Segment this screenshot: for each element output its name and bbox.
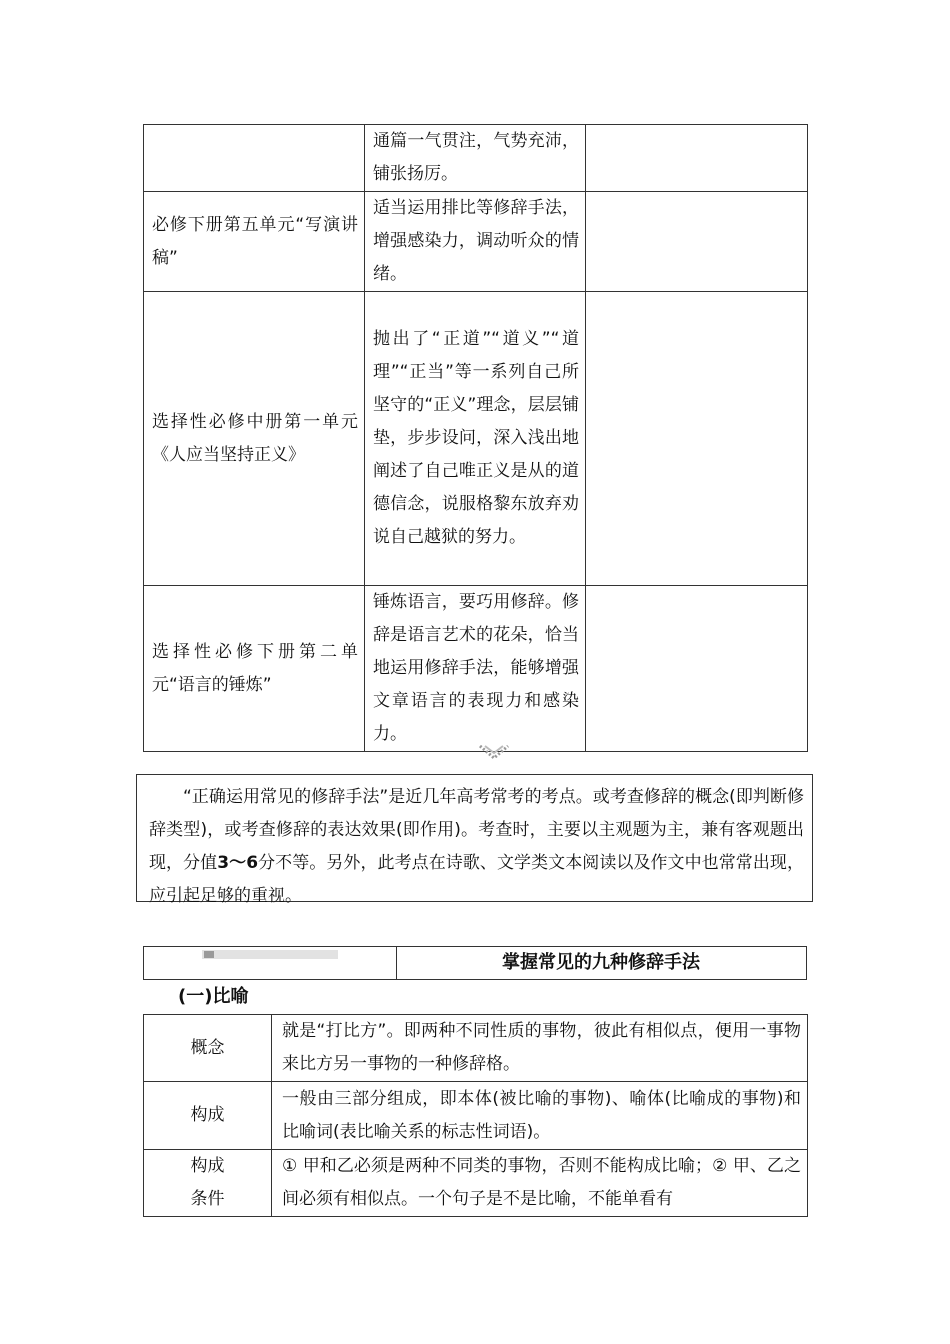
- table-row: [144, 1150, 808, 1217]
- tag-marker-icon: [204, 951, 214, 958]
- lesson-cell: 必修下册第五单元“写演讲稿”: [144, 192, 365, 292]
- row-value: ① 甲和乙必须是两种不同类的事物，否则不能构成比喻；② 甲、乙之间必须有相似点。一个句子是不是比喻，不能单看有: [272, 1150, 808, 1217]
- notice-text-2: 分不等。另外，此考点在诗歌、文学类文本阅读以及作文中也常常出现，应引起足够的重视。: [149, 853, 804, 906]
- section-tag: [202, 950, 338, 959]
- section-header-bar: [143, 946, 807, 980]
- section-label-area: [144, 947, 397, 979]
- metaphor-table: [143, 1014, 808, 1217]
- lesson-cell: 选择性必修下册第二单元“语言的锤炼”: [144, 586, 365, 752]
- lesson-cell: 选择性必修中册第一单元《人应当坚持正义》: [144, 292, 365, 586]
- table-row: [144, 1082, 808, 1150]
- section-title: 掌握常见的九种修辞手法: [502, 952, 700, 973]
- extra-cell: [586, 586, 808, 752]
- notice-score-range: 3～6: [217, 853, 259, 873]
- table-row: [144, 125, 808, 192]
- subsection-title: (一)比喻: [178, 986, 249, 1007]
- row-key: 构成: [144, 1082, 272, 1150]
- desc-cell: 抛出了“正道”“道义”“道理”“正当”等一系列自己所坚守的“正义”理念，层层铺垫，步步设问，深入浅出地阐述了自己唯正义是从的道德信念，说服格黎东放弃劝说自己越狱的努力。: [365, 292, 586, 586]
- desc-cell: 锤炼语言，要巧用修辞。修辞是语言艺术的花朵，恰当地运用修辞手法，能够增强文章语言的表现力和感染力。: [365, 586, 586, 752]
- table-row: [144, 1015, 808, 1082]
- row-key: 概念: [144, 1015, 272, 1082]
- lesson-cell: [144, 125, 365, 192]
- chevron-down-icon: [478, 744, 510, 764]
- row-value: 一般由三部分组成，即本体(被比喻的事物)、喻体(比喻成的事物)和比喻词(表比喻关系的标志性词语)。: [272, 1082, 808, 1150]
- table-row: [144, 292, 808, 586]
- row-key: [144, 1150, 272, 1217]
- row-key-line: 构成: [190, 1156, 225, 1176]
- table-row: [144, 192, 808, 292]
- extra-cell: [586, 192, 808, 292]
- desc-cell: 通篇一气贯注，气势充沛，铺张扬厉。: [365, 125, 586, 192]
- table-row: [144, 586, 808, 752]
- lesson-table: [143, 124, 808, 752]
- row-key-line: 条件: [190, 1189, 225, 1209]
- notice-text-1: “正确运用常见的修辞手法”是近几年高考常考的考点。或考查修辞的概念(即判断修辞类型)，或考查修辞的表达效果(即作用)。考查时，主要以主观题为主，兼有客观题出现，分值: [149, 787, 804, 873]
- desc-cell: 适当运用排比等修辞手法，增强感染力，调动听众的情绪。: [365, 192, 586, 292]
- row-value: 就是“打比方”。即两种不同性质的事物，彼此有相似点，便用一事物来比方另一事物的一种修辞格。: [272, 1015, 808, 1082]
- extra-cell: [586, 292, 808, 586]
- extra-cell: [586, 125, 808, 192]
- exam-notice-box: [136, 774, 813, 906]
